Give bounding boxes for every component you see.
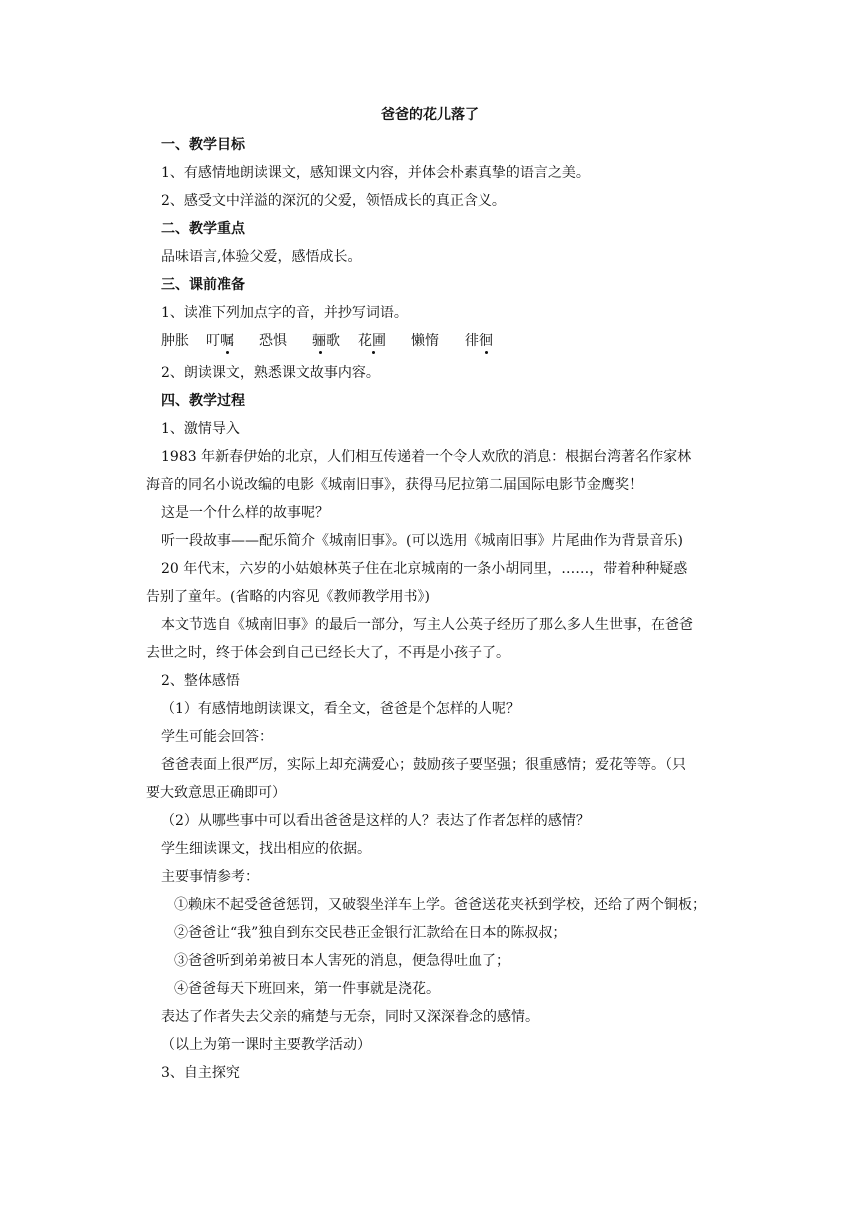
paragraph-line: 主要事情参考：	[161, 869, 259, 885]
section-heading-objectives: 一、教学目标	[161, 137, 245, 153]
section-heading-preparation: 三、课前准备	[161, 277, 245, 293]
paragraph-line: 学生细读课文，找出相应的依据。	[161, 841, 371, 857]
key-points-text: 品味语言,体验父爱，感悟成长。	[161, 249, 362, 265]
vocab-word: 花圃	[358, 333, 386, 349]
subheading-introduction: 1、激情导入	[161, 421, 240, 437]
emphasis-dot	[372, 351, 375, 354]
event-item: ①赖床不起受爸爸惩罚，又破裂坐洋车上学。爸爸送花夹袄到学校，还给了两个铜板；	[174, 897, 706, 913]
vocab-word: 徘徊	[465, 333, 493, 349]
paragraph-line: 要大致意思正确即可）	[146, 785, 286, 801]
paragraph-line: 1983 年新春伊始的北京，人们相互传递着一个令人欢欣的消息：根据台湾著名作家林	[161, 449, 692, 465]
paragraph-line: 爸爸表面上很严厉，实际上却充满爱心；鼓励孩子要坚强；很重感情；爱花等等。（只	[161, 757, 686, 773]
paragraph-line: 表达了作者失去父亲的痛楚与无奈，同时又深深眷念的感情。	[161, 1009, 539, 1025]
emphasis-dot	[319, 351, 322, 354]
section-heading-key-points: 二、教学重点	[161, 221, 245, 237]
subheading-overall: 2、整体感悟	[161, 673, 240, 689]
paragraph-line: 海音的同名小说改编的电影《城南旧事》，获得马尼拉第二届国际电影节金鹰奖！	[146, 477, 643, 493]
paragraph-line: 告别了童年。(省略的内容见《教师教学用书》)	[146, 589, 430, 605]
emphasis-dot	[485, 351, 488, 354]
vocab-word: 肿胀	[161, 333, 189, 349]
preparation-2: 2、朗读课文，熟悉课文故事内容。	[161, 365, 380, 381]
paragraph-line: 20 年代末，六岁的小姑娘林英子住在北京城南的一条小胡同里，……，带着种种疑惑	[161, 561, 688, 577]
preparation-1: 1、读准下列加点字的音，并抄写词语。	[161, 305, 408, 321]
note-line: （以上为第一课时主要教学活动）	[161, 1037, 371, 1053]
objective-2: 2、感受文中洋溢的深沉的父爱，领悟成长的真正含义。	[161, 193, 506, 209]
question-1: （1）有感情地朗读课文，看全文，爸爸是个怎样的人呢？	[161, 701, 520, 717]
vocab-word: 懒惰	[411, 333, 439, 349]
paragraph-line: 学生可能会回答：	[161, 729, 273, 745]
paragraph-line: 本文节选自《城南旧事》的最后一部分，写主人公英子经历了那么多人生世事，在爸爸	[161, 617, 693, 633]
event-item: ③爸爸听到弟弟被日本人害死的消息，便急得吐血了；	[174, 953, 510, 969]
subheading-self-exploration: 3、自主探究	[161, 1065, 240, 1081]
objective-1: 1、有感情地朗读课文，感知课文内容，并体会朴素真挚的语言之美。	[161, 165, 590, 181]
event-item: ④爸爸每天下班回来，第一件事就是浇花。	[174, 981, 440, 997]
paragraph-line: 听一段故事——配乐简介《城南旧事》。(可以选用《城南旧事》片尾曲作为背景音乐)	[161, 533, 683, 549]
document-title: 爸爸的花儿落了	[381, 107, 479, 123]
emphasis-dot	[226, 351, 229, 354]
section-heading-process: 四、教学过程	[161, 393, 245, 409]
vocab-word: 恐惧	[259, 333, 287, 349]
paragraph-line: 这是一个什么样的故事呢？	[161, 505, 329, 521]
event-item: ②爸爸让“我”独自到东交民巷正金银行汇款给在日本的陈叔叔；	[174, 925, 567, 941]
vocab-word: 骊歌	[312, 333, 340, 349]
paragraph-line: 去世之时，终于体会到自己已经长大了，不再是小孩子了。	[146, 645, 510, 661]
vocab-word: 叮嘱	[206, 333, 234, 349]
question-2: （2）从哪些事中可以看出爸爸是这样的人？表达了作者怎样的感情？	[161, 813, 590, 829]
